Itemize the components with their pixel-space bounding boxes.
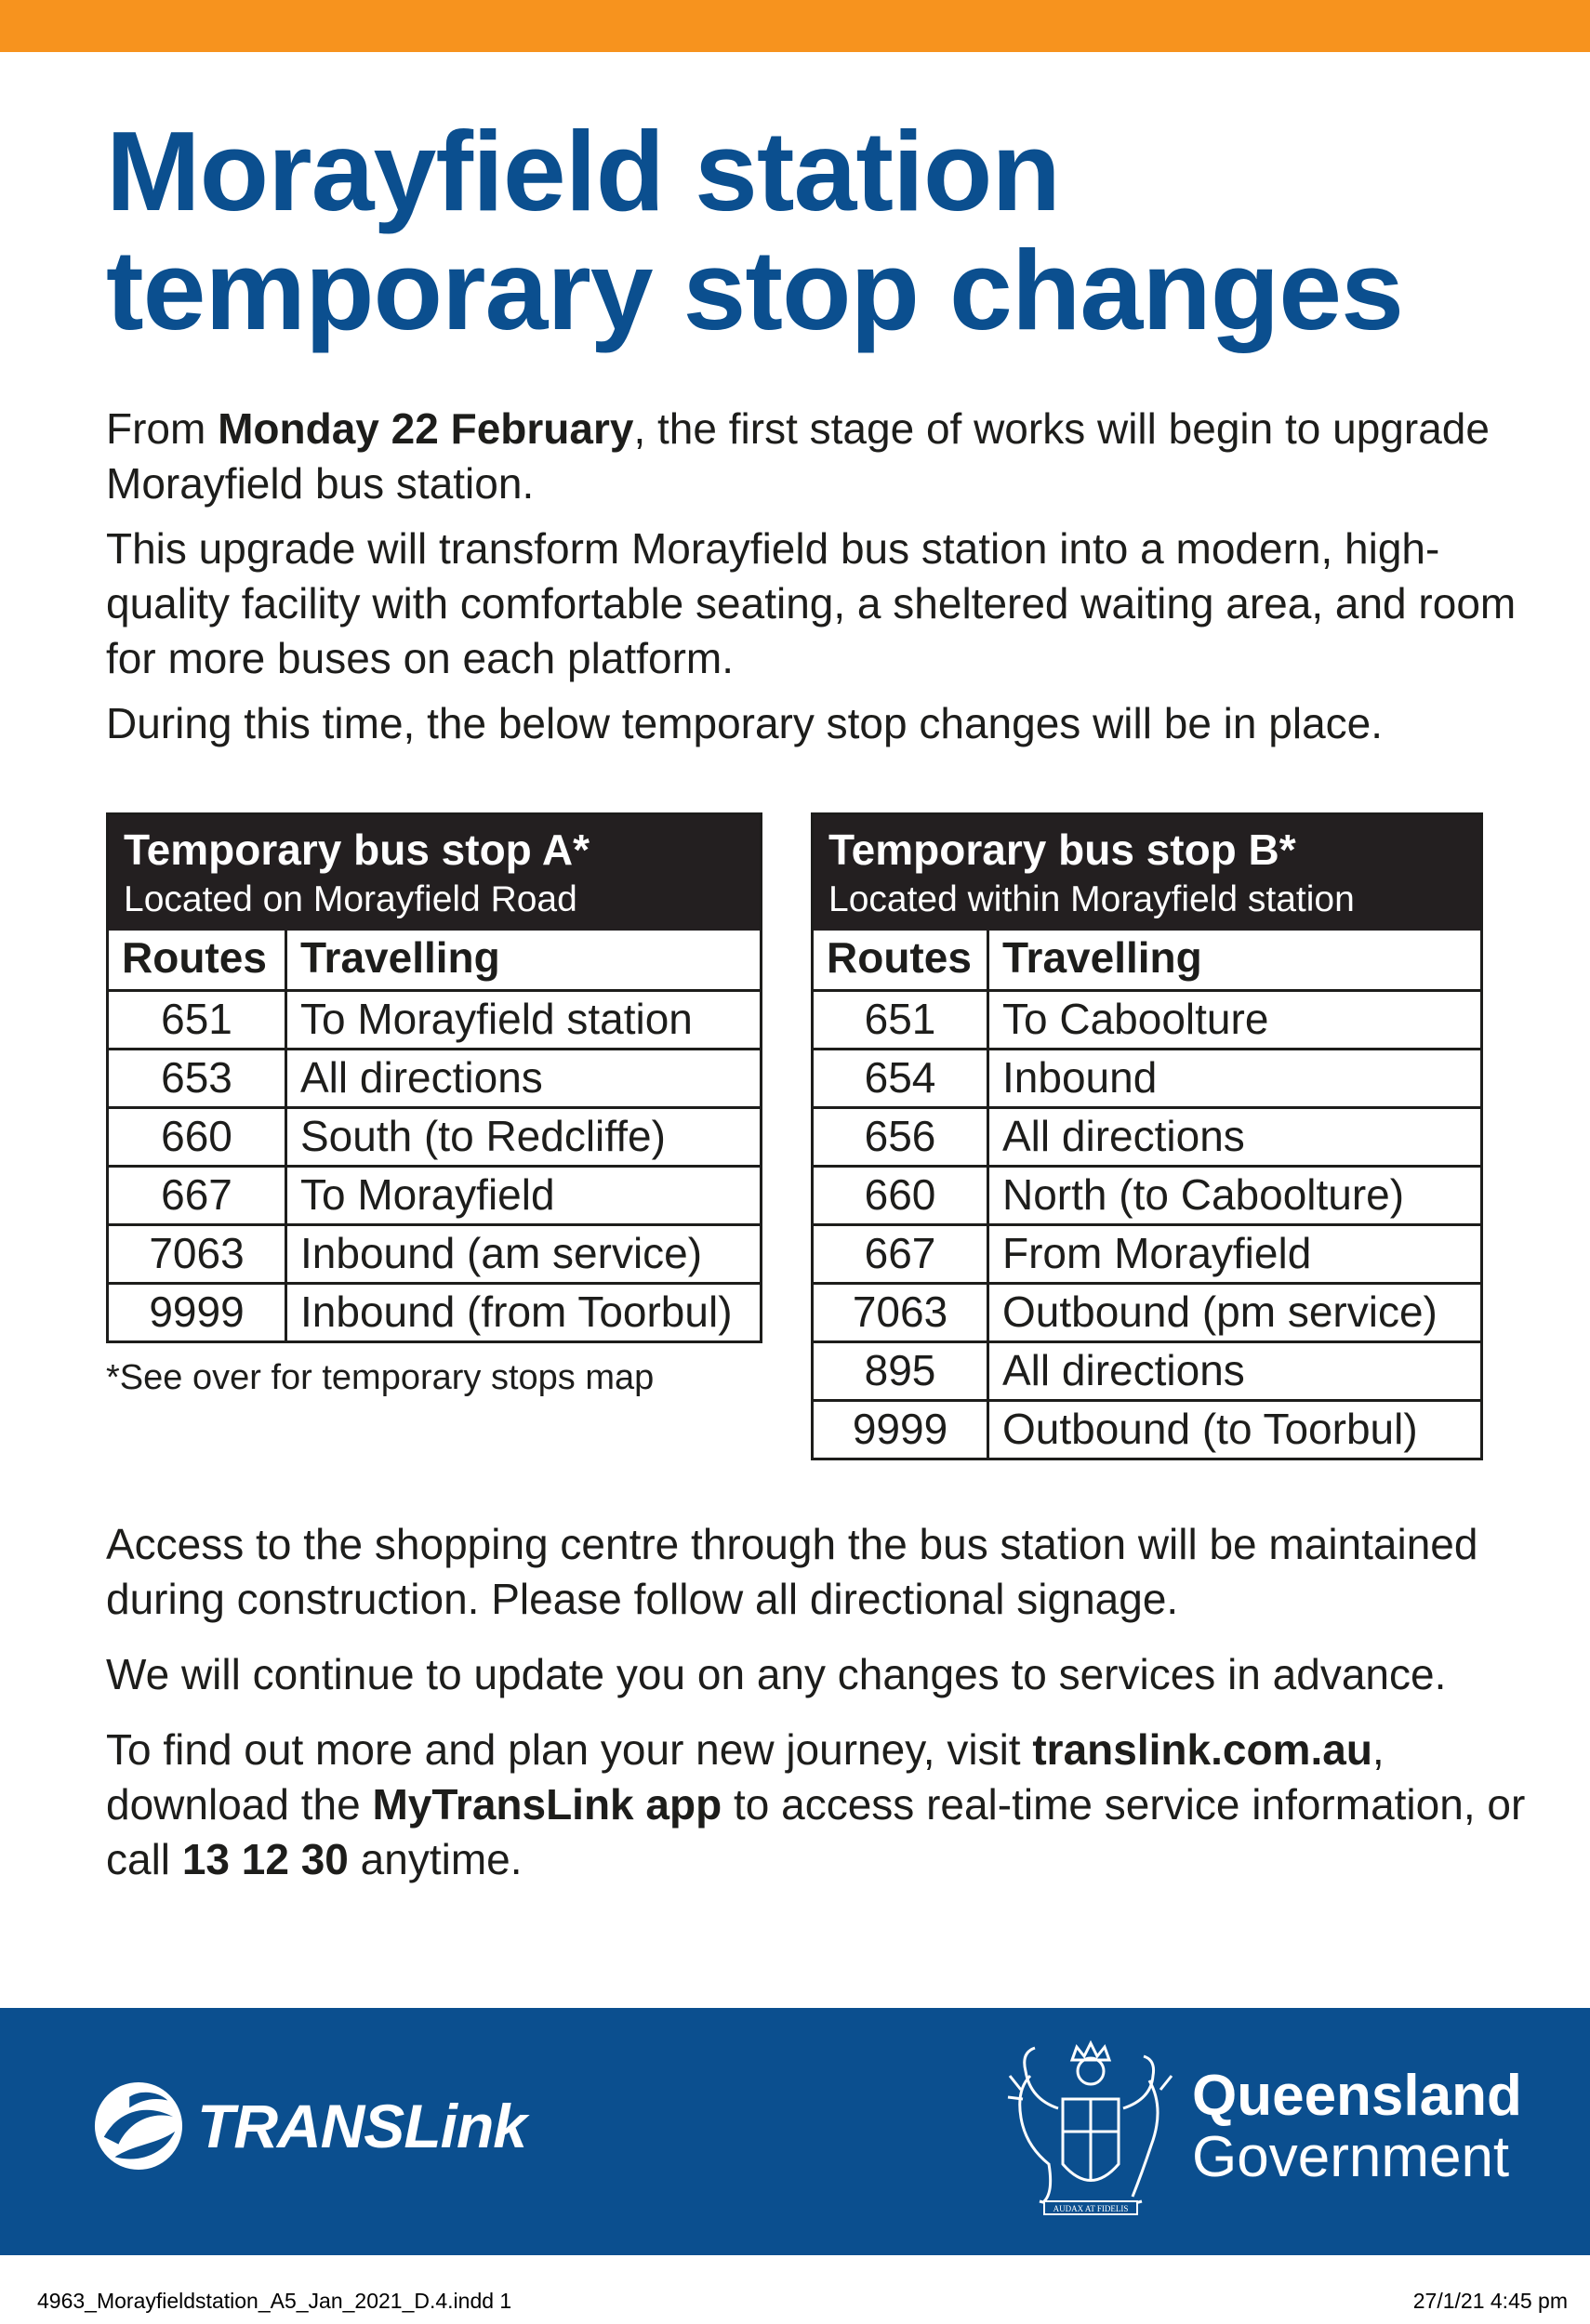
route-number: 667 [814, 1226, 989, 1282]
translink-website-link[interactable]: translink.com.au [1032, 1725, 1372, 1774]
travelling-column-header: Travelling [300, 933, 500, 982]
route-direction: Inbound (am service) [300, 1229, 703, 1277]
outro-p3-text: , download the [106, 1725, 1385, 1829]
stop-b-title: Temporary bus stop B* [828, 825, 1296, 874]
page-title-line-2: temporary stop changes [106, 227, 1403, 353]
route-number: 7063 [814, 1285, 989, 1340]
intro-paragraph-2: This upgrade will transform Morayfield bus station into a modern, high-quality facility with comfortable seating, a sheltered waiting area, and room for more buses on each platform. [106, 524, 1517, 682]
stop-a-table [106, 812, 762, 1343]
outro-p3-text: To find out more and plan your new journey, visit [106, 1725, 1033, 1774]
route-direction: All directions [1002, 1346, 1245, 1394]
routes-column-header: Routes [109, 931, 287, 989]
table-row [109, 1048, 760, 1106]
route-number: 651 [814, 992, 989, 1048]
outro-p3-text: anytime. [348, 1835, 523, 1883]
stop-a-header [109, 815, 760, 931]
table-row [814, 1048, 1480, 1106]
route-number: 651 [109, 992, 287, 1048]
table-row [814, 1282, 1480, 1340]
stop-b-column-headers [814, 931, 1480, 989]
translink-logo [93, 2080, 526, 2172]
route-direction: Outbound (pm service) [1002, 1287, 1438, 1336]
stop-b-subtitle: Located within Morayfield station [828, 879, 1355, 919]
route-number: 654 [814, 1050, 989, 1106]
route-number: 9999 [109, 1285, 287, 1340]
page-title [106, 108, 1519, 353]
route-number: 7063 [109, 1226, 287, 1282]
route-direction: Inbound [1002, 1053, 1158, 1102]
route-number: 660 [814, 1168, 989, 1223]
table-row [109, 1165, 760, 1223]
footer-band [0, 2008, 1590, 2255]
print-slug-filename: 4963_Morayfieldstation_A5_Jan_2021_D.4.indd 1 [37, 2289, 512, 2313]
route-direction: To Morayfield station [300, 995, 693, 1043]
route-number: 653 [109, 1050, 287, 1106]
route-direction: North (to Caboolture) [1002, 1170, 1405, 1219]
queensland-coat-of-arms-icon [1002, 2034, 1179, 2225]
travelling-column-header: Travelling [1002, 933, 1202, 982]
outro-paragraph-3 [106, 1723, 1538, 1887]
table-row [814, 989, 1480, 1048]
table-row [109, 1282, 760, 1340]
intro-paragraph-1 [106, 402, 1519, 511]
table-row [814, 1106, 1480, 1165]
mytranslink-app-name: MyTransLink app [372, 1780, 722, 1829]
route-number: 9999 [814, 1402, 989, 1458]
route-direction: From Morayfield [1002, 1229, 1312, 1277]
table-row [814, 1340, 1480, 1399]
top-accent-bar [0, 0, 1590, 52]
gov-line-1: Queensland [1192, 2064, 1522, 2128]
stop-a-title: Temporary bus stop A* [124, 825, 590, 874]
table-row [109, 1106, 760, 1165]
print-slug-date: 27/1/21 4:45 pm [1412, 2289, 1568, 2313]
table-row [814, 1399, 1480, 1458]
intro-p1-pre: From [106, 404, 219, 453]
route-number: 895 [814, 1343, 989, 1399]
route-number: 667 [109, 1168, 287, 1223]
outro-paragraph-2: We will continue to update you on any changes to services in advance. [106, 1650, 1447, 1698]
stop-b-table [811, 812, 1483, 1460]
route-direction: South (to Redcliffe) [300, 1112, 666, 1160]
queensland-government-logo [1192, 2066, 1522, 2188]
map-footnote: *See over for temporary stops map [106, 1358, 655, 1397]
start-date: Monday 22 February [218, 404, 634, 453]
route-number: 660 [109, 1109, 287, 1165]
translink-swirl-icon [93, 2080, 184, 2172]
gov-line-2: Government [1192, 2125, 1510, 2189]
routes-column-header: Routes [814, 931, 989, 989]
table-row [814, 1165, 1480, 1223]
phone-number: 13 12 30 [181, 1835, 349, 1883]
outro-paragraph-1: Access to the shopping centre through the bus station will be maintained during construction. Please follow all directional signage. [106, 1520, 1478, 1623]
intro-text [106, 402, 1519, 761]
page-title-line-1: Morayfield station [106, 108, 1060, 234]
table-row [109, 989, 760, 1048]
outro-p3-text: to access real-time service information, or call [106, 1780, 1526, 1883]
stop-b-header [814, 815, 1480, 931]
route-number: 656 [814, 1109, 989, 1165]
route-direction: All directions [1002, 1112, 1245, 1160]
stop-a-column-headers [109, 931, 760, 989]
route-direction: To Caboolture [1002, 995, 1269, 1043]
route-direction: Inbound (from Toorbul) [300, 1287, 733, 1336]
route-direction: To Morayfield [300, 1170, 555, 1219]
outro-text [106, 1517, 1538, 1908]
table-row [109, 1223, 760, 1282]
route-direction: All directions [300, 1053, 543, 1102]
translink-wordmark: TRANSLink [197, 2092, 526, 2160]
intro-paragraph-3: During this time, the below temporary stop changes will be in place. [106, 699, 1384, 747]
crest-motto: AUDAX AT FIDELIS [1053, 2204, 1129, 2213]
table-row [814, 1223, 1480, 1282]
stop-a-subtitle: Located on Morayfield Road [124, 879, 577, 919]
intro-p1-post: , the first stage of works will begin to upgrade Morayfield bus station. [106, 404, 1490, 508]
route-direction: Outbound (to Toorbul) [1002, 1405, 1418, 1453]
